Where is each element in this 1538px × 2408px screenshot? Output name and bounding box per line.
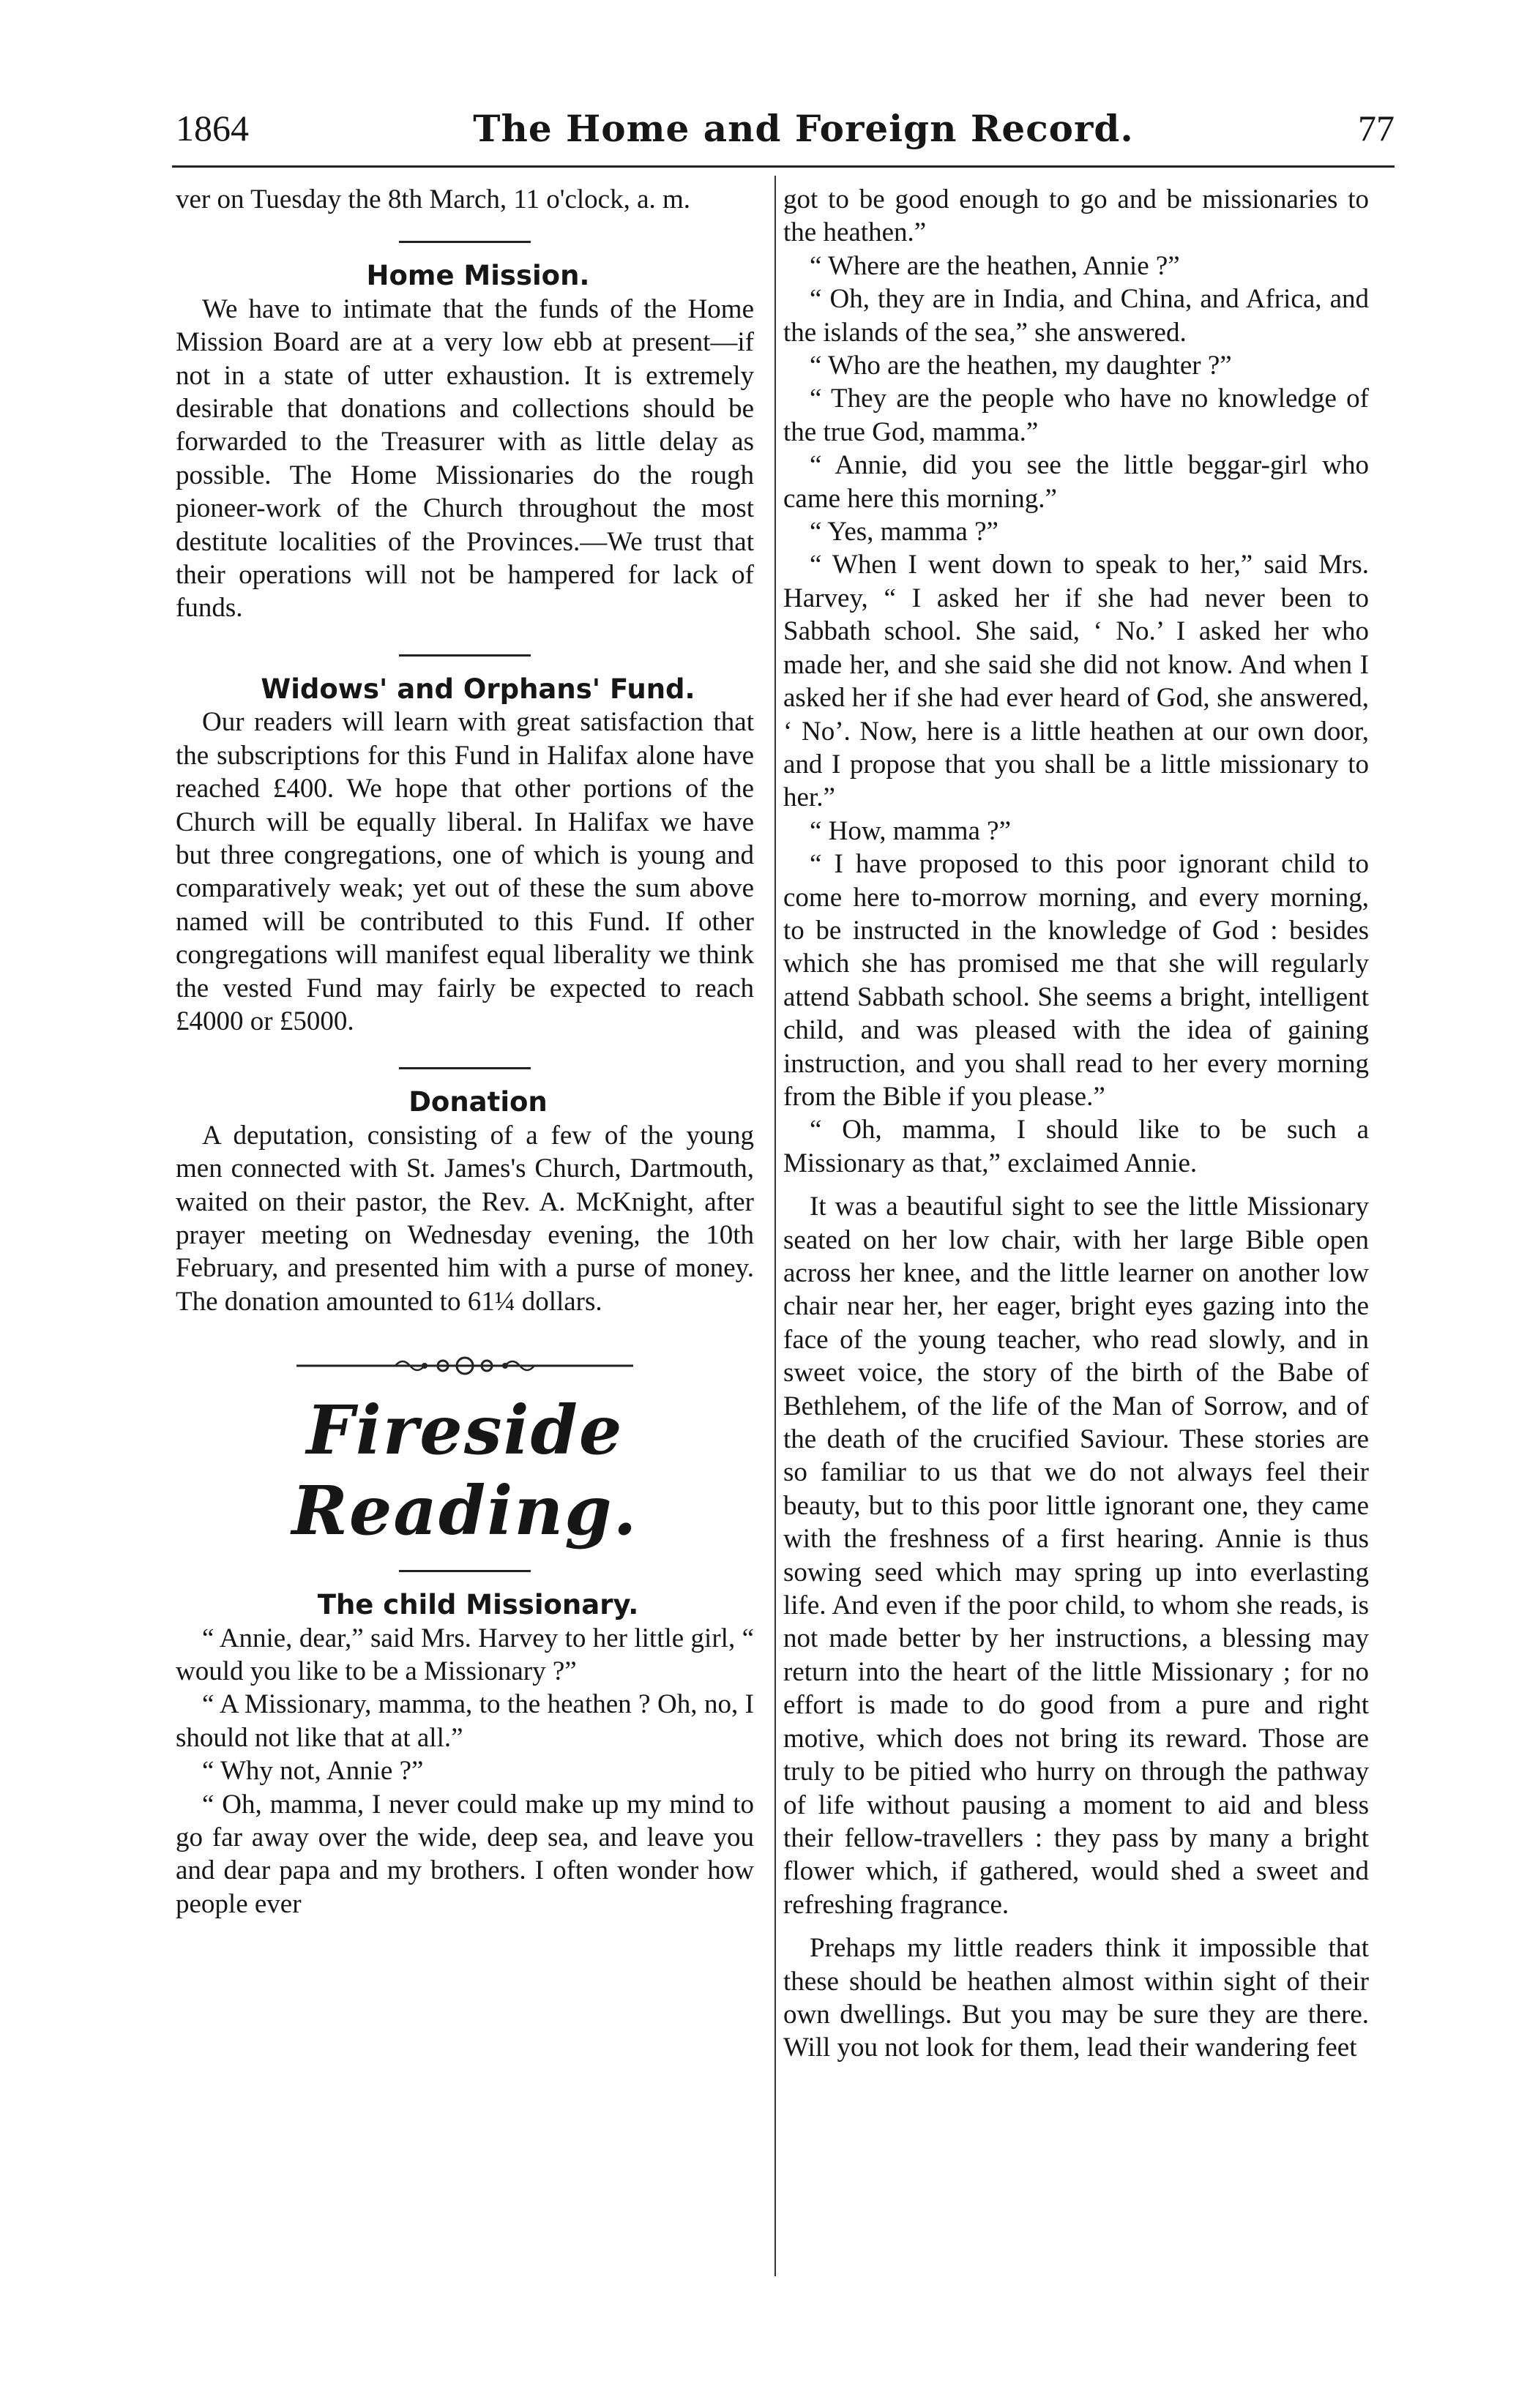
story-paragraph: “ How, mamma ?” bbox=[810, 815, 1011, 846]
story-paragraph: It was a beautiful sight to see the little Missionary seated on her low chair, with her large Bible open across her knee, and the little learner on another low chair near her, her eager, bright eyes gazing into the face of the young teacher, who read slowly, and in sweet voice, the story of the birth of the Babe of Bethlehem, of the life of the Man of Sorrow, and of the death of the crucified Saviour. These stories are so familiar to us that we do not always feel their beauty, but to this poor little ignorant one, they came with the freshness of a first hearing. Annie is thus sowing seed which may spring up into everlasting life. And even if the poor child, to whom she reads, is not made better by her instructions, a blessing may return into the heart of the little Missionary ; for no effort is made to do good from a pure and right motive, which does not bring its reward. Those are truly to be pitied who hurry on through the pathway of life without pausing a moment to aid and bless their fellow-travellers : they pass by many a bright flower which, if gathered, would shed a sweet and refreshing fragrance. bbox=[783, 1192, 1369, 1920]
column-divider bbox=[774, 176, 776, 2276]
story-paragraph: “ Annie, dear,” said Mrs. Harvey to her little girl, “ would you like to be a Missionary ?” bbox=[176, 1623, 754, 1686]
left-column bbox=[176, 183, 754, 1921]
header-rule bbox=[172, 165, 1395, 168]
story-paragraph: “ Oh, mamma, I never could make up my mind to go far away over the wide, deep sea, and leave you and dear papa and my brothers. I often wonder how people ever bbox=[176, 1789, 754, 1919]
story-paragraph: “ Who are the heathen, my daughter ?” bbox=[810, 351, 1232, 381]
donation-heading: Donation bbox=[408, 1086, 548, 1118]
story-paragraph: “ I have proposed to this poor ignorant child to come here to-morrow morning, and every morning, to be instructed in the knowledge of God : besides which she has promised me that she will regularly attend Sabbath school. She seems a bright, intelligent child, and was pleased with the idea of gaining instruction, and you shall read to her every morning from the Bible if you please.” bbox=[783, 849, 1369, 1112]
story-paragraph: “ A Missionary, mamma, to the heathen ? Oh, no, I should not like that at all.” bbox=[176, 1689, 754, 1753]
story-heading: The child Missionary. bbox=[317, 1589, 639, 1621]
story-paragraph: “ Annie, did you see the little beggar-girl who came here this morning.” bbox=[783, 450, 1369, 514]
year: 1864 bbox=[176, 108, 249, 149]
donation-body: A deputation, consisting of a few of the young men connected with St. James's Church, Dartmouth, waited on their pastor, the Rev. A. McKnight, after prayer meeting on Wednesday evening, the 10th February, and presented him with a purse of money. The donation amounted to 61¼ dollars. bbox=[176, 1120, 754, 1317]
section-rule bbox=[399, 654, 531, 657]
journal-title: The Home and Foreign Record. bbox=[473, 106, 1134, 150]
fireside-reading-title: Fireside Reading. bbox=[291, 1391, 638, 1551]
story-paragraph: “ Yes, mamma ?” bbox=[810, 517, 998, 547]
story-paragraph: “ Oh, they are in India, and China, and Africa, and the islands of the sea,” she answered. bbox=[783, 284, 1369, 348]
widows-fund-heading: Widows' and Orphans' Fund. bbox=[261, 673, 695, 705]
home-mission-body: We have to intimate that the funds of the Home Mission Board are at a very low ebb at present—if not in a state of utter exhaustion. It is extremely desirable that donations and collections should be forwarded to the Treasurer with as little delay as possible. The Home Missionaries do the rough pioneer-work of the Church throughout the most destitute localities of the Provinces.—We trust that their operations will not be hampered for lack of funds. bbox=[176, 293, 754, 624]
home-mission-heading: Home Mission. bbox=[366, 260, 590, 292]
story-paragraph: “ Oh, mamma, I should like to be such a Missionary as that,” exclaimed Annie. bbox=[783, 1115, 1369, 1178]
story-paragraph: “ Where are the heathen, Annie ?” bbox=[810, 250, 1180, 281]
story-paragraph: got to be good enough to go and be missionaries to the heathen.” bbox=[783, 184, 1369, 248]
section-rule bbox=[399, 1067, 531, 1069]
story-paragraph: Prehaps my little readers think it impossible that these should be heathen almost within sight of their own dwellings. But you may be sure they are there. Will you not look for them, lead their wandering feet bbox=[783, 1933, 1369, 2063]
ornament-divider-icon bbox=[293, 1355, 637, 1377]
story-paragraph: “ Why not, Annie ?” bbox=[202, 1756, 424, 1787]
running-head bbox=[176, 95, 1395, 161]
right-column bbox=[783, 183, 1369, 2065]
page-number: 77 bbox=[1358, 108, 1395, 149]
story-paragraph: “ When I went down to speak to her,” said Mrs. Harvey, “ I asked her if she had never been to Sabbath school. She said, ‘ No.’ I asked her who made her, and she said she did not know. And when I asked her if she had ever heard of God, she answered, ‘ No’. Now, here is a little heathen at our own door, and I propose that you shall be a little missionary to her.” bbox=[783, 550, 1369, 813]
intro-text: ver on Tuesday the 8th March, 11 o'clock, a. m. bbox=[176, 184, 691, 214]
widows-fund-body: Our readers will learn with great satisfaction that the subscriptions for this Fund in Halifax alone have reached £400. We hope that other portions of the Church will be equally liberal. In Halifax we have but three congregations, one of which is young and comparatively weak; yet out of these the sum above named will be contributed to this Fund. If other congregations will manifest equal liberality we think the vested Fund may fairly be expected to reach £4000 or £5000. bbox=[176, 707, 754, 1036]
story-paragraph: “ They are the people who have no knowledge of the true God, mamma.” bbox=[783, 384, 1369, 447]
section-rule bbox=[399, 1570, 531, 1572]
section-rule bbox=[399, 241, 531, 243]
